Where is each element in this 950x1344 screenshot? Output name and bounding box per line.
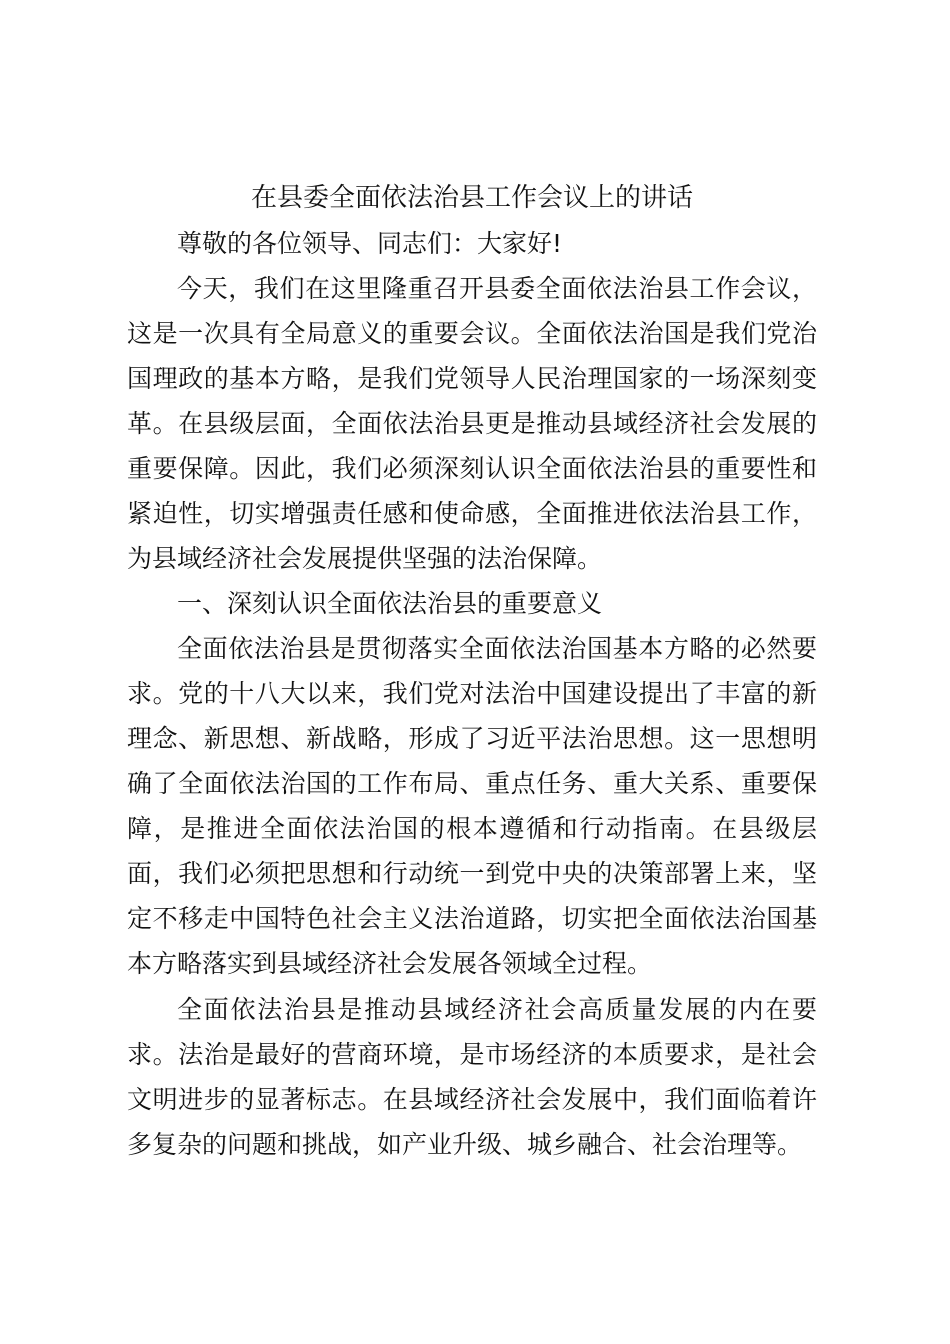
document-body [127, 175, 817, 1167]
intro-paragraph: 今天，我们在这里隆重召开县委全面依法治县工作会议，这是一次具有全局意义的重要会议。全面依法治国是我们党治国理政的基本方略，是我们党领导人民治理国家的一场深刻变革。在县级层面，全面依法治县更是推动县域经济社会发展的重要保障。因此，我们必须深刻认识全面依法治县的重要性和紧迫性，切实增强责任感和使命感，全面推进依法治县工作，为县域经济社会发展提供坚强的法治保障。 [127, 274, 817, 573]
section1-paragraph-2: 全面依法治县是推动县域经济社会高质量发展的内在要求。法治是最好的营商环境，是市场经济的本质要求，是社会文明进步的显著标志。在县域经济社会发展中，我们面临着许多复杂的问题和挑战，如产业升级、城乡融合、社会治理等。 [127, 995, 817, 1159]
document-title: 在县委全面依法治县工作会议上的讲话 [250, 183, 693, 213]
salutation: 尊敬的各位领导、同志们：大家好! [177, 229, 563, 258]
section-heading-1: 一、深刻认识全面依法治县的重要意义 [177, 589, 603, 618]
section1-paragraph-1: 全面依法治县是贯彻落实全面依法治国基本方略的必然要求。党的十八大以来，我们党对法治中国建设提出了丰富的新理念、新思想、新战略，形成了习近平法治思想。这一思想明确了全面依法治国的工作布局、重点任务、重大关系、重要保障，是推进全面依法治国的根本遵循和行动指南。在县级层面，我们必须把思想和行动统一到党中央的决策部署上来，坚定不移走中国特色社会主义法治道路，切实把全面依法治国基本方略落实到县域经济社会发展各领域全过程。 [127, 634, 817, 978]
